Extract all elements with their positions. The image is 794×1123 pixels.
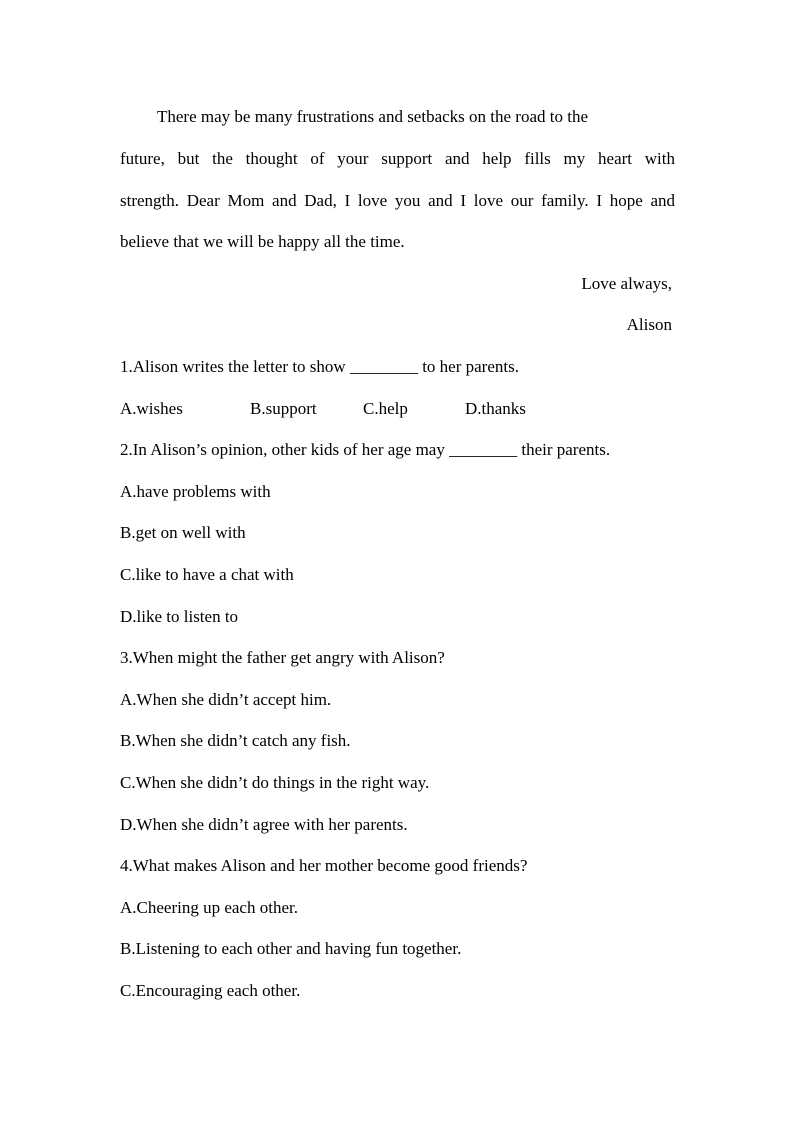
question-2-stem: 2.In Alison’s opinion, other kids of her age may ________ their parents. [120,440,611,459]
question-1-option-d: D.thanks [465,399,526,418]
letter-line-2: future, but the thought of your support and help fills my heart with [120,149,675,168]
question-4-option-c: C.Encouraging each other. [120,981,301,1000]
question-2-option-c: C.like to have a chat with [120,565,294,584]
question-4-option-a: A.Cheering up each other. [120,898,298,917]
question-1-option-b: B.support [250,399,317,418]
question-1-stem: 1.Alison writes the letter to show ________ to her parents. [120,357,519,376]
question-1-option-a: A.wishes [120,399,183,418]
question-2-option-b: B.get on well with [120,523,246,542]
letter-signature: Alison [626,315,672,334]
letter-line-3: strength. Dear Mom and Dad, I love you and I love our family. I hope and [120,191,675,210]
question-4-stem: 4.What makes Alison and her mother become good friends? [120,856,528,875]
question-3-option-c: C.When she didn’t do things in the right way. [120,773,430,792]
question-3-stem: 3.When might the father get angry with Alison? [120,648,445,667]
letter-line-1: There may be many frustrations and setbacks on the road to the [157,107,589,126]
question-2-option-a: A.have problems with [120,482,271,501]
letter-line-4: believe that we will be happy all the time. [120,232,405,251]
letter-closing: Love always, [581,274,672,293]
question-2-option-d: D.like to listen to [120,607,239,626]
question-3-option-a: A.When she didn’t accept him. [120,690,332,709]
question-3-option-b: B.When she didn’t catch any fish. [120,731,351,750]
question-3-option-d: D.When she didn’t agree with her parents. [120,815,408,834]
question-4-option-b: B.Listening to each other and having fun together. [120,939,462,958]
question-1-option-c: C.help [363,399,408,418]
